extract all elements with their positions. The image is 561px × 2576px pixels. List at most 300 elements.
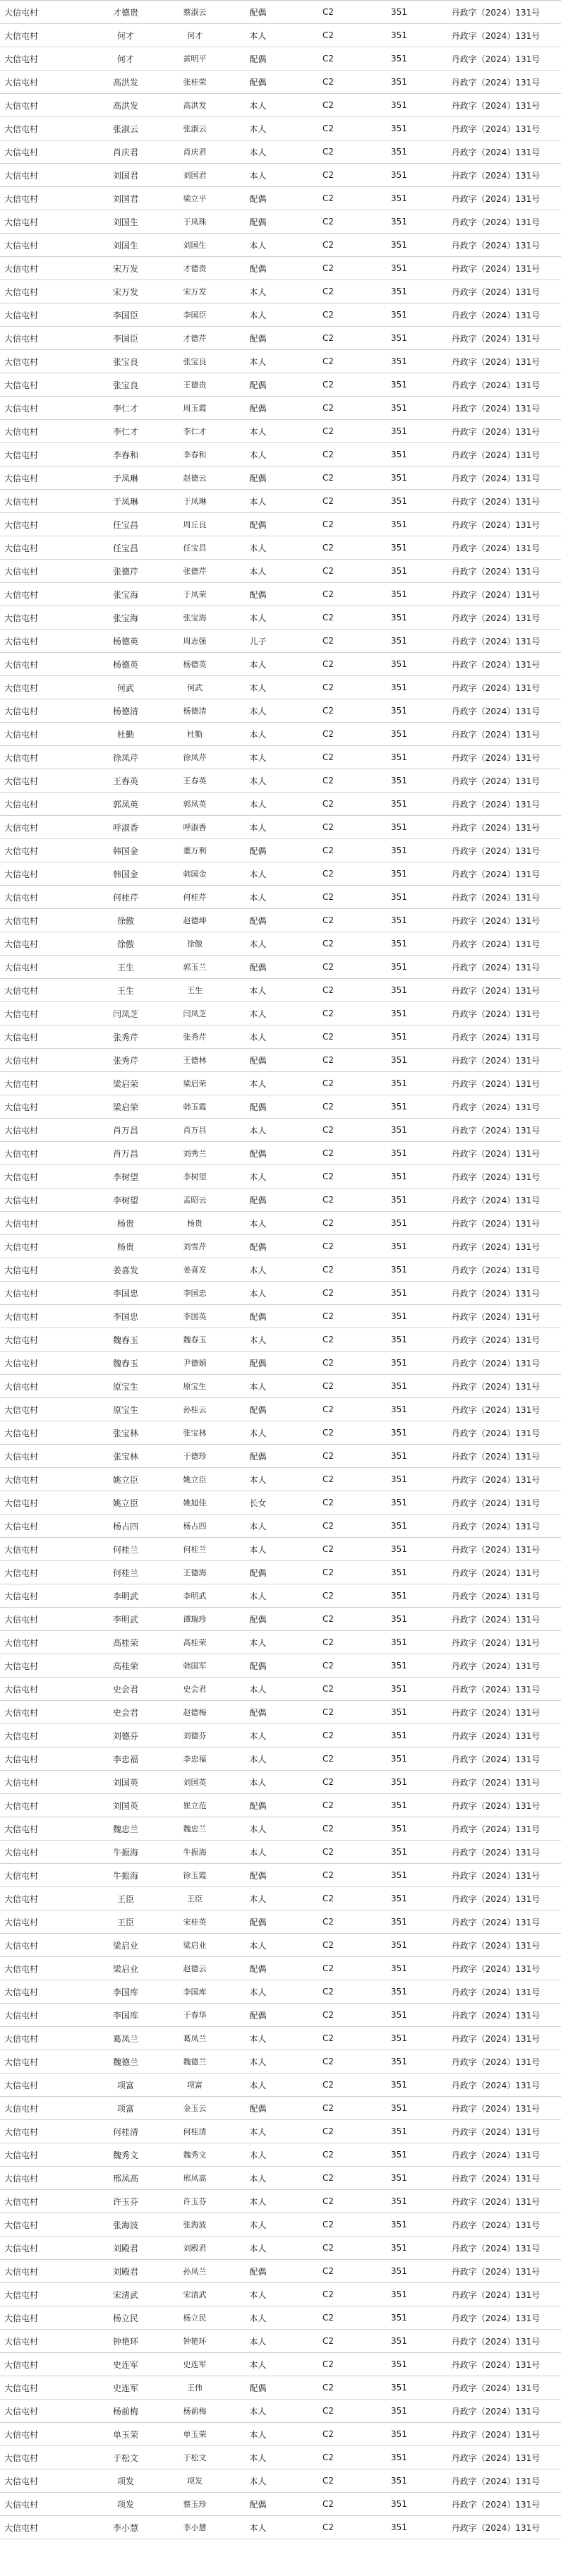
- cell-member: 刘国英: [162, 1771, 227, 1794]
- cell-document: 丹政字（2024）131号: [430, 2004, 561, 2027]
- cell-category: C2: [289, 2237, 368, 2260]
- cell-member: 梁启业: [162, 1934, 227, 1957]
- cell-document: 丹政字（2024）131号: [430, 94, 561, 117]
- cell-document: 丹政字（2024）131号: [430, 1072, 561, 1095]
- table-row: [0, 1701, 561, 1724]
- cell-village: 大信屯村: [0, 2306, 89, 2330]
- cell-amount: 351: [368, 2469, 430, 2493]
- table-row: [0, 1608, 561, 1631]
- table-row: [0, 140, 561, 164]
- cell-category: C2: [289, 280, 368, 303]
- cell-village: 大信屯村: [0, 327, 89, 350]
- cell-document: 丹政字（2024）131号: [430, 1421, 561, 1445]
- cell-category: C2: [289, 490, 368, 513]
- cell-document: 丹政字（2024）131号: [430, 723, 561, 746]
- cell-member: 刘国生: [162, 234, 227, 257]
- cell-member: 魏忠兰: [162, 1817, 227, 1841]
- cell-category: C2: [289, 630, 368, 653]
- cell-category: C2: [289, 560, 368, 583]
- cell-document: 丹政字（2024）131号: [430, 2516, 561, 2539]
- table-row: [0, 2283, 561, 2306]
- cell-relation: 配偶: [227, 1095, 289, 1119]
- table-row: [0, 839, 561, 862]
- cell-amount: 351: [368, 2423, 430, 2446]
- cell-household-head: 呼淑香: [89, 816, 162, 839]
- cell-village: 大信屯村: [0, 1980, 89, 2004]
- cell-village: 大信屯村: [0, 932, 89, 956]
- cell-household-head: 姚立臣: [89, 1491, 162, 1515]
- cell-document: 丹政字（2024）131号: [430, 1468, 561, 1491]
- table-row: [0, 1771, 561, 1794]
- cell-village: 大信屯村: [0, 2469, 89, 2493]
- cell-amount: 351: [368, 117, 430, 140]
- table-row: [0, 1631, 561, 1654]
- cell-member: 刘秀兰: [162, 1142, 227, 1165]
- cell-amount: 351: [368, 2400, 430, 2423]
- cell-member: 李国英: [162, 1305, 227, 1328]
- cell-amount: 351: [368, 2330, 430, 2353]
- cell-village: 大信屯村: [0, 1398, 89, 1421]
- cell-household-head: 葛凤兰: [89, 2027, 162, 2050]
- cell-member: 何武: [162, 676, 227, 699]
- cell-member: 杨占四: [162, 1515, 227, 1538]
- table-row: [0, 1025, 561, 1049]
- table-row: [0, 2376, 561, 2400]
- cell-relation: 配偶: [227, 71, 289, 94]
- cell-relation: 本人: [227, 1538, 289, 1561]
- cell-category: C2: [289, 1165, 368, 1188]
- cell-amount: 351: [368, 1468, 430, 1491]
- table-row: [0, 2190, 561, 2213]
- cell-amount: 351: [368, 1188, 430, 1212]
- cell-member: 刘德芬: [162, 1724, 227, 1747]
- cell-relation: 本人: [227, 2167, 289, 2190]
- cell-document: 丹政字（2024）131号: [430, 1538, 561, 1561]
- cell-village: 大信屯村: [0, 280, 89, 303]
- cell-category: C2: [289, 1142, 368, 1165]
- table-row: [0, 1258, 561, 1282]
- table-row: [0, 862, 561, 886]
- cell-household-head: 肖庆君: [89, 140, 162, 164]
- cell-relation: 本人: [227, 140, 289, 164]
- cell-member: 李仁才: [162, 420, 227, 443]
- cell-member: 魏德兰: [162, 2050, 227, 2074]
- cell-category: C2: [289, 1654, 368, 1678]
- cell-document: 丹政字（2024）131号: [430, 886, 561, 909]
- cell-relation: 本人: [227, 1375, 289, 1398]
- cell-village: 大信屯村: [0, 1864, 89, 1887]
- cell-member: 姚立臣: [162, 1468, 227, 1491]
- cell-amount: 351: [368, 956, 430, 979]
- cell-document: 丹政字（2024）131号: [430, 699, 561, 723]
- cell-document: 丹政字（2024）131号: [430, 2283, 561, 2306]
- cell-village: 大信屯村: [0, 606, 89, 630]
- table-row: [0, 1468, 561, 1491]
- cell-relation: 本人: [227, 746, 289, 769]
- table-row: [0, 234, 561, 257]
- cell-relation: 本人: [227, 1817, 289, 1841]
- cell-village: 大信屯村: [0, 140, 89, 164]
- cell-member: 梁立平: [162, 187, 227, 210]
- cell-household-head: 李忠福: [89, 1747, 162, 1771]
- cell-member: 高洪发: [162, 94, 227, 117]
- cell-amount: 351: [368, 746, 430, 769]
- cell-member: 杨前梅: [162, 2400, 227, 2423]
- cell-member: 赵德坤: [162, 909, 227, 932]
- cell-village: 大信屯村: [0, 117, 89, 140]
- cell-document: 丹政字（2024）131号: [430, 1701, 561, 1724]
- cell-relation: 本人: [227, 1841, 289, 1864]
- cell-category: C2: [289, 1747, 368, 1771]
- cell-member: 牛振海: [162, 1841, 227, 1864]
- cell-document: 丹政字（2024）131号: [430, 979, 561, 1002]
- cell-category: C2: [289, 769, 368, 793]
- cell-category: C2: [289, 909, 368, 932]
- cell-amount: 351: [368, 1445, 430, 1468]
- cell-member: 肖庆君: [162, 140, 227, 164]
- cell-amount: 351: [368, 886, 430, 909]
- cell-category: C2: [289, 1515, 368, 1538]
- cell-member: 张德芹: [162, 560, 227, 583]
- cell-category: C2: [289, 886, 368, 909]
- cell-category: C2: [289, 303, 368, 327]
- cell-category: C2: [289, 1352, 368, 1375]
- cell-relation: 配偶: [227, 1957, 289, 1980]
- cell-member: 蔡玉珍: [162, 2493, 227, 2516]
- cell-member: 杨德清: [162, 699, 227, 723]
- cell-relation: 本人: [227, 1934, 289, 1957]
- cell-document: 丹政字（2024）131号: [430, 1258, 561, 1282]
- cell-member: 于松文: [162, 2446, 227, 2469]
- cell-category: C2: [289, 1887, 368, 1910]
- cell-amount: 351: [368, 443, 430, 467]
- cell-village: 大信屯村: [0, 2353, 89, 2376]
- cell-village: 大信屯村: [0, 1515, 89, 1538]
- cell-document: 丹政字（2024）131号: [430, 1142, 561, 1165]
- cell-amount: 351: [368, 1957, 430, 1980]
- cell-member: 何桂兰: [162, 1538, 227, 1561]
- cell-village: 大信屯村: [0, 373, 89, 397]
- cell-household-head: 任宝昌: [89, 536, 162, 560]
- cell-document: 丹政字（2024）131号: [430, 2213, 561, 2237]
- cell-household-head: 何武: [89, 676, 162, 699]
- cell-amount: 351: [368, 164, 430, 187]
- table-row: [0, 1491, 561, 1515]
- cell-relation: 本人: [227, 793, 289, 816]
- table-row: [0, 723, 561, 746]
- cell-member: 韩玉霞: [162, 1095, 227, 1119]
- cell-document: 丹政字（2024）131号: [430, 1375, 561, 1398]
- table-row: [0, 1212, 561, 1235]
- cell-category: C2: [289, 1491, 368, 1515]
- cell-relation: 配偶: [227, 1305, 289, 1328]
- cell-member: 赵德云: [162, 467, 227, 490]
- cell-amount: 351: [368, 2306, 430, 2330]
- cell-member: 王臣: [162, 1887, 227, 1910]
- cell-document: 丹政字（2024）131号: [430, 187, 561, 210]
- cell-amount: 351: [368, 1491, 430, 1515]
- cell-household-head: 魏春玉: [89, 1352, 162, 1375]
- cell-household-head: 刘国英: [89, 1771, 162, 1794]
- cell-category: C2: [289, 699, 368, 723]
- cell-member: 李明武: [162, 1584, 227, 1608]
- cell-amount: 351: [368, 1864, 430, 1887]
- cell-member: 尹德娟: [162, 1352, 227, 1375]
- cell-amount: 351: [368, 1352, 430, 1375]
- cell-household-head: 魏秀文: [89, 2143, 162, 2167]
- cell-household-head: 才德贵: [89, 1, 162, 24]
- table-row: [0, 1049, 561, 1072]
- cell-household-head: 刘德芬: [89, 1724, 162, 1747]
- cell-member: 周玉霞: [162, 397, 227, 420]
- cell-amount: 351: [368, 1165, 430, 1188]
- table-row: [0, 257, 561, 280]
- cell-village: 大信屯村: [0, 2004, 89, 2027]
- cell-amount: 351: [368, 1561, 430, 1584]
- cell-household-head: 何桂兰: [89, 1538, 162, 1561]
- cell-amount: 351: [368, 653, 430, 676]
- cell-village: 大信屯村: [0, 1841, 89, 1864]
- table-row: [0, 164, 561, 187]
- table-row: [0, 2493, 561, 2516]
- cell-village: 大信屯村: [0, 2376, 89, 2400]
- table-row: [0, 1561, 561, 1584]
- cell-household-head: 李国库: [89, 1980, 162, 2004]
- cell-category: C2: [289, 1, 368, 24]
- cell-village: 大信屯村: [0, 1445, 89, 1468]
- cell-village: 大信屯村: [0, 839, 89, 862]
- cell-document: 丹政字（2024）131号: [430, 1095, 561, 1119]
- cell-category: C2: [289, 1538, 368, 1561]
- table-row: [0, 630, 561, 653]
- table-row: [0, 1654, 561, 1678]
- cell-relation: 本人: [227, 1212, 289, 1235]
- cell-village: 大信屯村: [0, 2493, 89, 2516]
- cell-document: 丹政字（2024）131号: [430, 1584, 561, 1608]
- table-row: [0, 2423, 561, 2446]
- table-row: [0, 2306, 561, 2330]
- cell-category: C2: [289, 1468, 368, 1491]
- table-row: [0, 2027, 561, 2050]
- cell-relation: 本人: [227, 350, 289, 373]
- cell-village: 大信屯村: [0, 699, 89, 723]
- table-row: [0, 746, 561, 769]
- cell-household-head: 张宝海: [89, 583, 162, 606]
- table-row: [0, 71, 561, 94]
- cell-household-head: 史连军: [89, 2376, 162, 2400]
- table-row: [0, 47, 561, 71]
- cell-relation: 配偶: [227, 1608, 289, 1631]
- table-row: [0, 2260, 561, 2283]
- cell-document: 丹政字（2024）131号: [430, 560, 561, 583]
- cell-member: 蔡淑云: [162, 1, 227, 24]
- cell-village: 大信屯村: [0, 24, 89, 47]
- table-row: [0, 793, 561, 816]
- cell-village: 大信屯村: [0, 2446, 89, 2469]
- cell-document: 丹政字（2024）131号: [430, 1491, 561, 1515]
- cell-amount: 351: [368, 1538, 430, 1561]
- cell-village: 大信屯村: [0, 746, 89, 769]
- cell-relation: 配偶: [227, 1188, 289, 1212]
- cell-relation: 本人: [227, 1421, 289, 1445]
- cell-relation: 本人: [227, 886, 289, 909]
- cell-member: 项发: [162, 2469, 227, 2493]
- cell-category: C2: [289, 839, 368, 862]
- cell-relation: 本人: [227, 932, 289, 956]
- table-row: [0, 373, 561, 397]
- cell-category: C2: [289, 210, 368, 234]
- cell-member: 杨立民: [162, 2306, 227, 2330]
- table-row: [0, 1421, 561, 1445]
- cell-document: 丹政字（2024）131号: [430, 1724, 561, 1747]
- cell-relation: 配偶: [227, 2004, 289, 2027]
- cell-member: 徐玉霞: [162, 1864, 227, 1887]
- cell-household-head: 王生: [89, 979, 162, 1002]
- cell-village: 大信屯村: [0, 2516, 89, 2539]
- cell-village: 大信屯村: [0, 467, 89, 490]
- cell-amount: 351: [368, 24, 430, 47]
- cell-category: C2: [289, 373, 368, 397]
- cell-village: 大信屯村: [0, 164, 89, 187]
- cell-member: 张秀芹: [162, 1025, 227, 1049]
- cell-amount: 351: [368, 793, 430, 816]
- table-row: [0, 94, 561, 117]
- cell-village: 大信屯村: [0, 1119, 89, 1142]
- cell-amount: 351: [368, 1910, 430, 1934]
- table-row: [0, 2097, 561, 2120]
- cell-village: 大信屯村: [0, 1352, 89, 1375]
- table-row: [0, 513, 561, 536]
- cell-category: C2: [289, 443, 368, 467]
- cell-relation: 本人: [227, 2050, 289, 2074]
- cell-category: C2: [289, 1235, 368, 1258]
- cell-relation: 配偶: [227, 1794, 289, 1817]
- table-row: [0, 932, 561, 956]
- cell-village: 大信屯村: [0, 1258, 89, 1282]
- cell-household-head: 高洪发: [89, 94, 162, 117]
- cell-amount: 351: [368, 2050, 430, 2074]
- cell-relation: 配偶: [227, 257, 289, 280]
- cell-household-head: 何桂清: [89, 2120, 162, 2143]
- cell-category: C2: [289, 1980, 368, 2004]
- cell-document: 丹政字（2024）131号: [430, 397, 561, 420]
- table-row: [0, 350, 561, 373]
- table-row: [0, 560, 561, 583]
- cell-amount: 351: [368, 2376, 430, 2400]
- table-row: [0, 769, 561, 793]
- cell-member: 刘殿君: [162, 2237, 227, 2260]
- table-row: [0, 2469, 561, 2493]
- table-row: [0, 443, 561, 467]
- cell-document: 丹政字（2024）131号: [430, 2050, 561, 2074]
- cell-document: 丹政字（2024）131号: [430, 71, 561, 94]
- cell-relation: 本人: [227, 24, 289, 47]
- cell-household-head: 徐傲: [89, 909, 162, 932]
- cell-document: 丹政字（2024）131号: [430, 2493, 561, 2516]
- cell-village: 大信屯村: [0, 630, 89, 653]
- table-row: [0, 1398, 561, 1421]
- cell-household-head: 李国忠: [89, 1282, 162, 1305]
- cell-relation: 本人: [227, 1584, 289, 1608]
- cell-household-head: 许玉芬: [89, 2190, 162, 2213]
- cell-category: C2: [289, 1584, 368, 1608]
- cell-category: C2: [289, 1817, 368, 1841]
- cell-document: 丹政字（2024）131号: [430, 164, 561, 187]
- cell-category: C2: [289, 1258, 368, 1282]
- cell-household-head: 李树望: [89, 1165, 162, 1188]
- cell-household-head: 杨占四: [89, 1515, 162, 1538]
- cell-household-head: 张宝海: [89, 606, 162, 630]
- cell-household-head: 张海波: [89, 2213, 162, 2237]
- cell-relation: 配偶: [227, 467, 289, 490]
- cell-category: C2: [289, 1328, 368, 1352]
- cell-household-head: 梁启荣: [89, 1072, 162, 1095]
- cell-member: 徐凤芹: [162, 746, 227, 769]
- cell-village: 大信屯村: [0, 1002, 89, 1025]
- cell-category: C2: [289, 1282, 368, 1305]
- cell-member: 项富: [162, 2074, 227, 2097]
- cell-amount: 351: [368, 1934, 430, 1957]
- cell-relation: 本人: [227, 606, 289, 630]
- cell-amount: 351: [368, 1282, 430, 1305]
- cell-relation: 本人: [227, 164, 289, 187]
- table-row: [0, 1165, 561, 1188]
- cell-amount: 351: [368, 2167, 430, 2190]
- cell-relation: 配偶: [227, 1561, 289, 1584]
- cell-relation: 本人: [227, 420, 289, 443]
- cell-member: 于德珍: [162, 1445, 227, 1468]
- cell-relation: 本人: [227, 1165, 289, 1188]
- cell-relation: 配偶: [227, 187, 289, 210]
- cell-household-head: 张宝林: [89, 1421, 162, 1445]
- cell-member: 王春英: [162, 769, 227, 793]
- cell-amount: 351: [368, 327, 430, 350]
- cell-village: 大信屯村: [0, 583, 89, 606]
- table-row: [0, 1864, 561, 1887]
- cell-member: 史连军: [162, 2353, 227, 2376]
- cell-category: C2: [289, 257, 368, 280]
- cell-category: C2: [289, 2260, 368, 2283]
- cell-village: 大信屯村: [0, 443, 89, 467]
- cell-village: 大信屯村: [0, 1282, 89, 1305]
- cell-relation: 本人: [227, 653, 289, 676]
- cell-member: 何桂清: [162, 2120, 227, 2143]
- cell-document: 丹政字（2024）131号: [430, 2120, 561, 2143]
- cell-member: 单玉荣: [162, 2423, 227, 2446]
- table-row: [0, 117, 561, 140]
- cell-category: C2: [289, 24, 368, 47]
- table-row: [0, 1282, 561, 1305]
- cell-document: 丹政字（2024）131号: [430, 769, 561, 793]
- cell-amount: 351: [368, 1375, 430, 1398]
- cell-amount: 351: [368, 210, 430, 234]
- cell-document: 丹政字（2024）131号: [430, 1328, 561, 1352]
- table-row: [0, 536, 561, 560]
- cell-household-head: 李仁才: [89, 397, 162, 420]
- cell-document: 丹政字（2024）131号: [430, 956, 561, 979]
- cell-household-head: 刘殿君: [89, 2237, 162, 2260]
- cell-household-head: 项发: [89, 2469, 162, 2493]
- cell-relation: 本人: [227, 676, 289, 699]
- table-row: [0, 1095, 561, 1119]
- cell-member: 黄明平: [162, 47, 227, 71]
- cell-member: 杨德英: [162, 653, 227, 676]
- cell-amount: 351: [368, 1841, 430, 1864]
- cell-document: 丹政字（2024）131号: [430, 1515, 561, 1538]
- cell-relation: 本人: [227, 536, 289, 560]
- cell-member: 高桂荣: [162, 1631, 227, 1654]
- cell-category: C2: [289, 862, 368, 886]
